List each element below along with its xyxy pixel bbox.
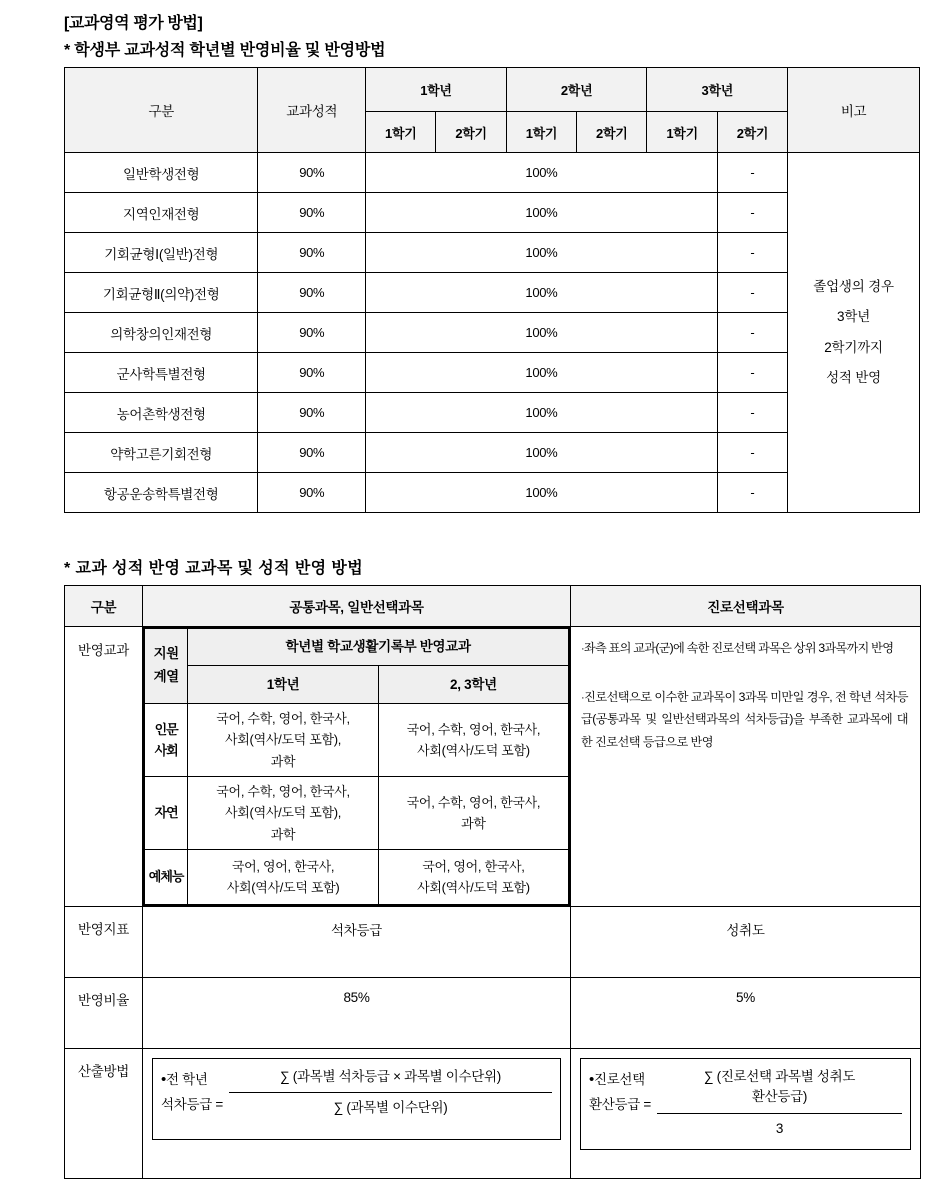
col-header-career-subjects: 진로선택과목 <box>571 586 921 627</box>
indicator-common-value: 석차등급 <box>143 907 571 978</box>
table-one-body <box>65 153 920 513</box>
ratio-common-value: 85% <box>143 978 571 1049</box>
col-header-grade3: 3학년 <box>647 68 788 112</box>
subject-reflection-method-table <box>64 585 921 1179</box>
formula-label-line1 <box>161 1068 223 1093</box>
track-label-natural-science <box>144 777 188 850</box>
table-row-ratio <box>65 978 921 1049</box>
col-header-g1-sem1: 1학기 <box>366 112 436 153</box>
subjects-science-year23 <box>378 777 569 850</box>
track-line1: 인문 <box>154 721 178 737</box>
subject-line: 사회(역사/도덕 포함), <box>225 805 342 821</box>
inner-span-header: 학년별 학교생활기록부 반영교과 <box>188 628 569 666</box>
formula-denominator: ∑ (과목별 이수단위) <box>333 1100 448 1116</box>
formula-fraction-common <box>223 1065 552 1121</box>
subject-score-value: 90% <box>258 473 366 513</box>
col-header-g2-sem2: 2학기 <box>577 112 647 153</box>
col-header-remarks: 비고 <box>788 68 920 153</box>
subject-line: 사회(역사/도덕 포함) <box>226 880 340 895</box>
col-header-g3-sem1: 1학기 <box>647 112 717 153</box>
admission-type-label: 군사학특별전형 <box>65 353 258 393</box>
stream-header-line1: 지원 <box>153 646 179 662</box>
inner-header-row-2 <box>144 666 569 704</box>
subject-score-value: 90% <box>258 233 366 273</box>
formula-label-line1 <box>589 1068 651 1093</box>
admission-type-label: 농어촌학생전형 <box>65 393 258 433</box>
ratio-career-value: 5% <box>571 978 921 1049</box>
subject-line: 과학 <box>270 753 296 769</box>
last-semester-value: - <box>717 433 787 473</box>
subject-matrix-table <box>143 627 570 906</box>
stream-header-line2: 계열 <box>153 669 179 684</box>
formula-right-label <box>589 1065 651 1118</box>
semester-ratio-value: 100% <box>366 393 718 433</box>
admission-type-label: 의학창의인재전형 <box>65 313 258 353</box>
subjects-arts-year23 <box>378 850 569 906</box>
remarks-cell <box>788 153 920 513</box>
semester-ratio-value: 100% <box>366 433 718 473</box>
stream-header <box>144 628 188 704</box>
indicator-career-value: 성취도 <box>571 907 921 978</box>
formula-box-common <box>152 1058 561 1140</box>
col-header-g2-sem1: 1학기 <box>506 112 576 153</box>
table-row <box>65 153 920 193</box>
formula-numerator-line2: 환산등급) <box>751 1089 808 1105</box>
semester-ratio-value: 100% <box>366 473 718 513</box>
subject-line: 국어, 영어, 한국사, <box>231 858 335 874</box>
semester-ratio-value: 100% <box>366 193 718 233</box>
section-title-2: * 교과 성적 반영 교과목 및 성적 반영 방법 <box>64 560 364 577</box>
track-line2: 사회 <box>154 743 178 758</box>
subject-line: 국어, 영어, 한국사, <box>422 858 525 874</box>
subject-line: 과학 <box>270 826 296 842</box>
admission-type-label: 약학고른기회전형 <box>65 433 258 473</box>
bullet-icon: • <box>589 1071 594 1088</box>
bullet-icon: • <box>161 1071 166 1088</box>
formula-numerator <box>657 1065 902 1113</box>
col-header-grade1: 1학년 <box>366 68 507 112</box>
track-label-arts-pe <box>144 850 188 906</box>
formula-left-label <box>161 1065 223 1118</box>
inner-row-natural-science <box>144 777 569 850</box>
remark-line: 3학년 <box>837 309 871 325</box>
subject-line: 사회(역사/도덕 포함) <box>417 743 530 758</box>
inner-header-row-1 <box>144 628 569 666</box>
row-label-ratio: 반영비율 <box>65 978 143 1049</box>
col-header-g1-sem2: 2학기 <box>436 112 506 153</box>
last-semester-value: - <box>717 233 787 273</box>
subject-line: 사회(역사/도덕 포함) <box>417 880 530 895</box>
bullet-icon: · <box>581 691 585 704</box>
formula-label-text1: 전 학년 <box>165 1072 208 1087</box>
career-note-2-text: 진로선택으로 이수한 교과목이 3과목 미만일 경우, 전 학년 석차등급(공통과목 및 일반선택과목의 석차등급)을 부족한 교과목에 대한 진로선택 등급으로 반영 <box>581 689 908 749</box>
inner-row-humanities <box>144 704 569 777</box>
formula-label-line2: 석차등급 = <box>161 1096 223 1112</box>
subject-score-value: 90% <box>258 353 366 393</box>
subject-score-value: 90% <box>258 153 366 193</box>
last-semester-value: - <box>717 353 787 393</box>
inner-col-year1: 1학년 <box>188 666 379 704</box>
subjects-humanities-year23 <box>378 704 569 777</box>
admission-type-label: 일반학생전형 <box>65 153 258 193</box>
last-semester-value: - <box>717 193 787 233</box>
subject-line: 국어, 수학, 영어, 한국사, <box>216 711 350 727</box>
remark-line: 2학기까지 <box>824 339 883 355</box>
inner-subject-table-cell <box>143 627 571 907</box>
col-header-gubun: 구분 <box>65 68 258 153</box>
col-header-subject-score: 교과성적 <box>258 68 366 153</box>
subject-score-value: 90% <box>258 393 366 433</box>
table-row-indicator <box>65 907 921 978</box>
subject-line: 국어, 수학, 영어, 한국사, <box>406 794 541 810</box>
inner-col-year23: 2, 3학년 <box>378 666 569 704</box>
last-semester-value: - <box>717 393 787 433</box>
subject-line: 국어, 수학, 영어, 한국사, <box>406 721 541 737</box>
last-semester-value: - <box>717 313 787 353</box>
semester-ratio-value: 100% <box>366 153 718 193</box>
career-note-2 <box>581 686 908 754</box>
subject-score-value: 90% <box>258 313 366 353</box>
last-semester-value: - <box>717 473 787 513</box>
inner-row-arts-pe <box>144 850 569 906</box>
track-label-humanities <box>144 704 188 777</box>
subjects-science-year1 <box>188 777 379 850</box>
formula-numerator-line1: ∑ (진로선택 과목별 성취도 <box>703 1069 856 1084</box>
section-title-1: * 학생부 교과성적 학년별 반영비율 및 반영방법 <box>64 42 386 59</box>
table-two-body <box>65 627 921 1179</box>
row-label-calculation: 산출방법 <box>65 1049 143 1179</box>
subjects-humanities-year1 <box>188 704 379 777</box>
table-row-calculation <box>65 1049 921 1179</box>
remark-line: 성적 반영 <box>826 369 882 385</box>
col-header-gubun-2: 구분 <box>65 586 143 627</box>
track-line1: 예체능 <box>148 869 184 885</box>
row-label-indicator: 반영지표 <box>65 907 143 978</box>
career-subject-notes-cell <box>571 627 921 907</box>
grade-reflection-ratio-table <box>64 67 920 513</box>
career-note-1-text: 좌측 표의 교과(군)에 속한 진로선택 과목은 상위 3과목까지 반영 <box>583 641 894 655</box>
last-semester-value: - <box>717 273 787 313</box>
remark-line: 졸업생의 경우 <box>813 278 894 294</box>
semester-ratio-value: 100% <box>366 233 718 273</box>
subject-score-value: 90% <box>258 273 366 313</box>
formula-career-cell <box>571 1049 921 1179</box>
semester-ratio-value: 100% <box>366 313 718 353</box>
table-row-reflected-subjects <box>65 627 921 907</box>
formula-numerator: ∑ (과목별 석차등급 × 과목별 이수단위) <box>280 1069 501 1084</box>
formula-fraction-career <box>651 1065 902 1141</box>
subject-score-value: 90% <box>258 433 366 473</box>
row-label-reflected-subjects: 반영교과 <box>65 627 143 907</box>
bullet-icon: · <box>581 643 584 655</box>
col-header-grade2: 2학년 <box>506 68 647 112</box>
track-line1: 자연 <box>154 805 178 821</box>
admission-type-label: 지역인재전형 <box>65 193 258 233</box>
subject-line: 사회(역사/도덕 포함), <box>225 732 342 748</box>
col-header-common-subjects: 공통과목, 일반선택과목 <box>143 586 571 627</box>
admission-type-label: 항공운송학특별전형 <box>65 473 258 513</box>
subjects-arts-year1 <box>188 850 379 906</box>
subject-score-value: 90% <box>258 193 366 233</box>
subject-line: 국어, 수학, 영어, 한국사, <box>216 784 350 800</box>
formula-denominator: 3 <box>775 1120 784 1136</box>
subject-line: 과학 <box>461 816 486 831</box>
semester-ratio-value: 100% <box>366 353 718 393</box>
col-header-g3-sem2: 2학기 <box>717 112 787 153</box>
semester-ratio-value: 100% <box>366 273 718 313</box>
career-note-1 <box>581 637 908 660</box>
admission-type-label: 기회균형Ⅰ(일반)전형 <box>65 233 258 273</box>
page-title: [교과영역 평가 방법] <box>64 15 203 32</box>
table-two-header-row <box>65 586 921 627</box>
table-header-row-1 <box>65 68 920 112</box>
last-semester-value: - <box>717 153 787 193</box>
formula-common-cell <box>143 1049 571 1179</box>
formula-box-career <box>580 1058 911 1150</box>
admission-type-label: 기회균형Ⅱ(의약)전형 <box>65 273 258 313</box>
formula-label-text1: 진로선택 <box>593 1072 645 1087</box>
formula-label-line2: 환산등급 = <box>589 1096 651 1112</box>
